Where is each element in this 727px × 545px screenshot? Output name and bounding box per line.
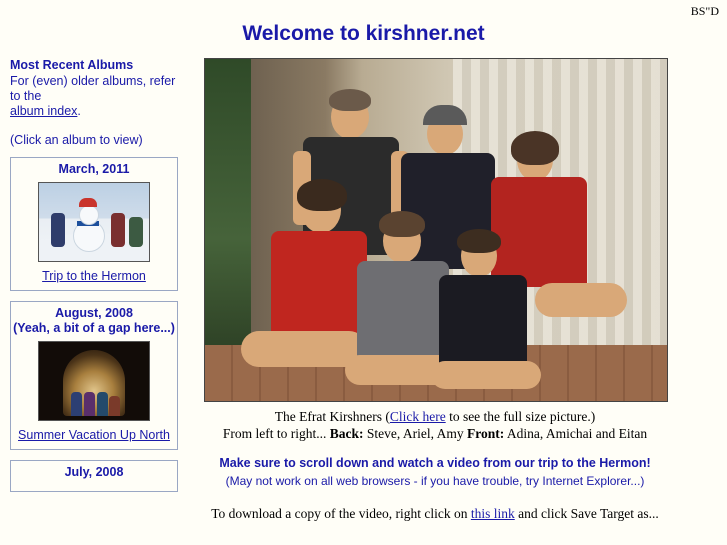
family-photo[interactable]	[204, 58, 668, 402]
snowman-hat	[79, 198, 97, 207]
album-index-link[interactable]: album index	[10, 104, 78, 118]
snowman-head	[79, 205, 99, 225]
video-notice: Make sure to scroll down and watch a video from our trip to the Hermon!	[219, 456, 651, 470]
person-shape	[97, 392, 108, 416]
leg	[535, 283, 627, 317]
download-pre: To download a copy of the video, right click on	[211, 506, 471, 521]
video-download-link[interactable]: this link	[470, 506, 515, 521]
album-link-hermon[interactable]: Trip to the Hermon	[42, 269, 146, 283]
hair	[457, 229, 501, 253]
album-thumbnail-arch[interactable]	[38, 341, 150, 421]
person-shape	[109, 396, 120, 416]
album-card-march-2011[interactable]	[10, 157, 178, 291]
sidebar-intro-period: .	[77, 104, 81, 118]
sidebar-heading: Most Recent Albums	[10, 58, 134, 72]
sidebar-intro	[10, 74, 188, 119]
sidebar	[6, 58, 188, 502]
caption-back-names: Steve, Ariel, Amy	[363, 426, 467, 441]
album-date: March, 2011	[58, 162, 130, 176]
photo-green-drape	[205, 59, 251, 359]
sidebar-intro-line1: For (even) older albums, refer	[10, 74, 176, 88]
shirt	[357, 261, 449, 365]
caption-post: to see the full size picture.)	[445, 409, 596, 424]
album-link-summer-vacation[interactable]: Summer Vacation Up North	[18, 428, 170, 442]
album-date-line1: August, 2008	[55, 306, 133, 320]
page-layout	[0, 58, 727, 522]
leg	[431, 361, 541, 389]
caption-front-names: Adina, Amichai and Eitan	[504, 426, 648, 441]
video-subnotice: (May not work on all web browsers - if you have trouble, try Internet Explorer...)	[225, 474, 645, 488]
hair	[511, 131, 559, 165]
person-shape	[84, 392, 95, 416]
person-shape	[111, 213, 125, 247]
shirt	[439, 275, 527, 371]
album-thumbnail-snow[interactable]	[38, 182, 150, 262]
person-shape	[129, 217, 143, 247]
download-instructions	[202, 506, 668, 522]
caption-front-label: Front:	[467, 426, 505, 441]
full-size-picture-link[interactable]: Click here	[389, 409, 446, 424]
caption-line-2	[202, 425, 668, 442]
hair	[297, 179, 347, 211]
album-date	[13, 306, 175, 336]
page-title: Welcome to kirshner.net	[242, 22, 485, 45]
person-shape	[51, 213, 65, 247]
bsd-marker: BS"D	[690, 4, 719, 18]
caption-direction: From left to right...	[222, 426, 330, 441]
person-shape	[71, 392, 82, 416]
photo-caption	[202, 408, 668, 442]
caption-line-1	[202, 408, 668, 425]
main-content	[188, 58, 727, 522]
caption-back-label: Back:	[329, 426, 364, 441]
album-date-line2: (Yeah, a bit of a gap here...)	[13, 321, 175, 335]
download-post: and click Save Target as...	[514, 506, 659, 521]
sidebar-intro-line2: to the	[10, 89, 42, 103]
album-card-july-2008[interactable]	[10, 460, 178, 492]
hair	[379, 211, 425, 237]
caption-pre: The Efrat Kirshners (	[274, 409, 390, 424]
shirt	[491, 177, 587, 287]
album-card-august-2008[interactable]	[10, 301, 178, 450]
sidebar-click-note: (Click an album to view)	[10, 133, 143, 147]
album-date: July, 2008	[64, 465, 124, 479]
hair	[329, 89, 371, 111]
